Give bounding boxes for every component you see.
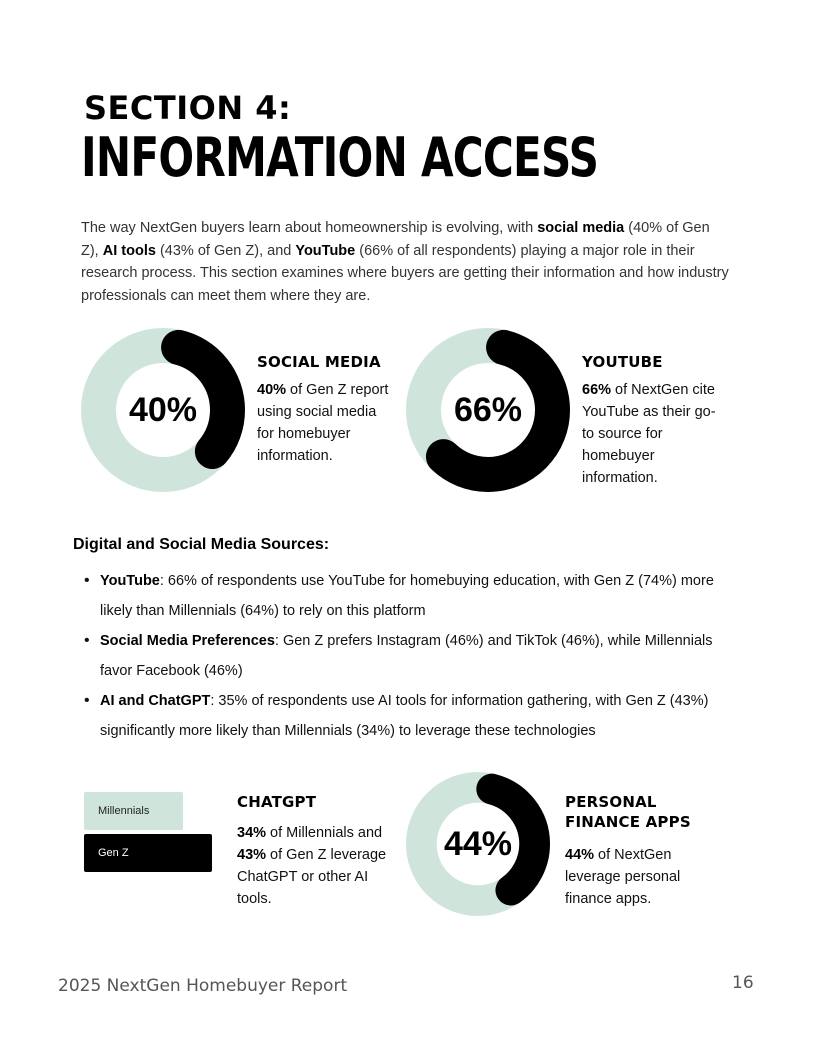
section-title: INFORMATION ACCESS [81, 126, 599, 189]
chatgpt-heading: CHATGPT [237, 793, 317, 811]
finance-apps-stat [565, 792, 725, 910]
finance-apps-percent: 44% [443, 824, 513, 863]
youtube-text: 66% of NextGen cite YouTube as their go-to source for homebuyer information. [582, 382, 716, 486]
sources-list [82, 566, 742, 746]
chatgpt-text: 34% of Millennials and 43% of Gen Z leverage ChatGPT or other AI tools. [237, 825, 387, 907]
finance-apps-text: 44% of NextGen leverage personal finance apps. [565, 847, 681, 907]
list-item: • AI and ChatGPT: 35% of respondents use AI tools for information gathering, with Gen Z (43%) significantly more likely than Millennials (34%) to leverage these technologies [82, 686, 742, 746]
gen-z-bar-label: Gen Z [98, 847, 129, 859]
youtube-donut-chart [406, 328, 570, 492]
section-label: SECTION 4: [84, 89, 292, 127]
social-media-heading: SOCIAL MEDIA [257, 353, 381, 371]
youtube-percent: 66% [453, 390, 523, 429]
finance-apps-heading: PERSONAL FINANCE APPS [565, 793, 691, 831]
social-media-percent: 40% [128, 390, 198, 429]
sources-heading: Digital and Social Media Sources: [73, 536, 330, 553]
youtube-heading: YOUTUBE [582, 353, 663, 371]
youtube-stat [582, 352, 722, 489]
social-media-donut-chart [81, 328, 245, 492]
list-item: • YouTube: 66% of respondents use YouTube for homebuying education, with Gen Z (74%) more likely than Millennials (64%) to rely on this platform [82, 566, 742, 626]
footer-report-title: 2025 NextGen Homebuyer Report [58, 976, 348, 996]
millennials-bar-label: Millennials [98, 805, 150, 817]
intro-paragraph: The way NextGen buyers learn about homeownership is evolving, with social media (40% of Gen Z), AI tools (43% of Gen Z), and YouTube (66% of all respondents) playing a major role in their research process. This section examines where buyers are getting their information and how industry professionals can meet them where they are. [81, 220, 729, 304]
page-number: 16 [732, 973, 754, 993]
chatgpt-stat [237, 792, 387, 910]
finance-apps-donut-chart [406, 772, 550, 916]
gen-z-bar [84, 834, 212, 872]
social-media-stat [257, 352, 397, 467]
social-media-text: 40% of Gen Z report using social media for homebuyer information. [257, 382, 389, 464]
millennials-bar [84, 792, 183, 830]
list-item: • Social Media Preferences: Gen Z prefers Instagram (46%) and TikTok (46%), while Millennials favor Facebook (46%) [82, 626, 742, 686]
